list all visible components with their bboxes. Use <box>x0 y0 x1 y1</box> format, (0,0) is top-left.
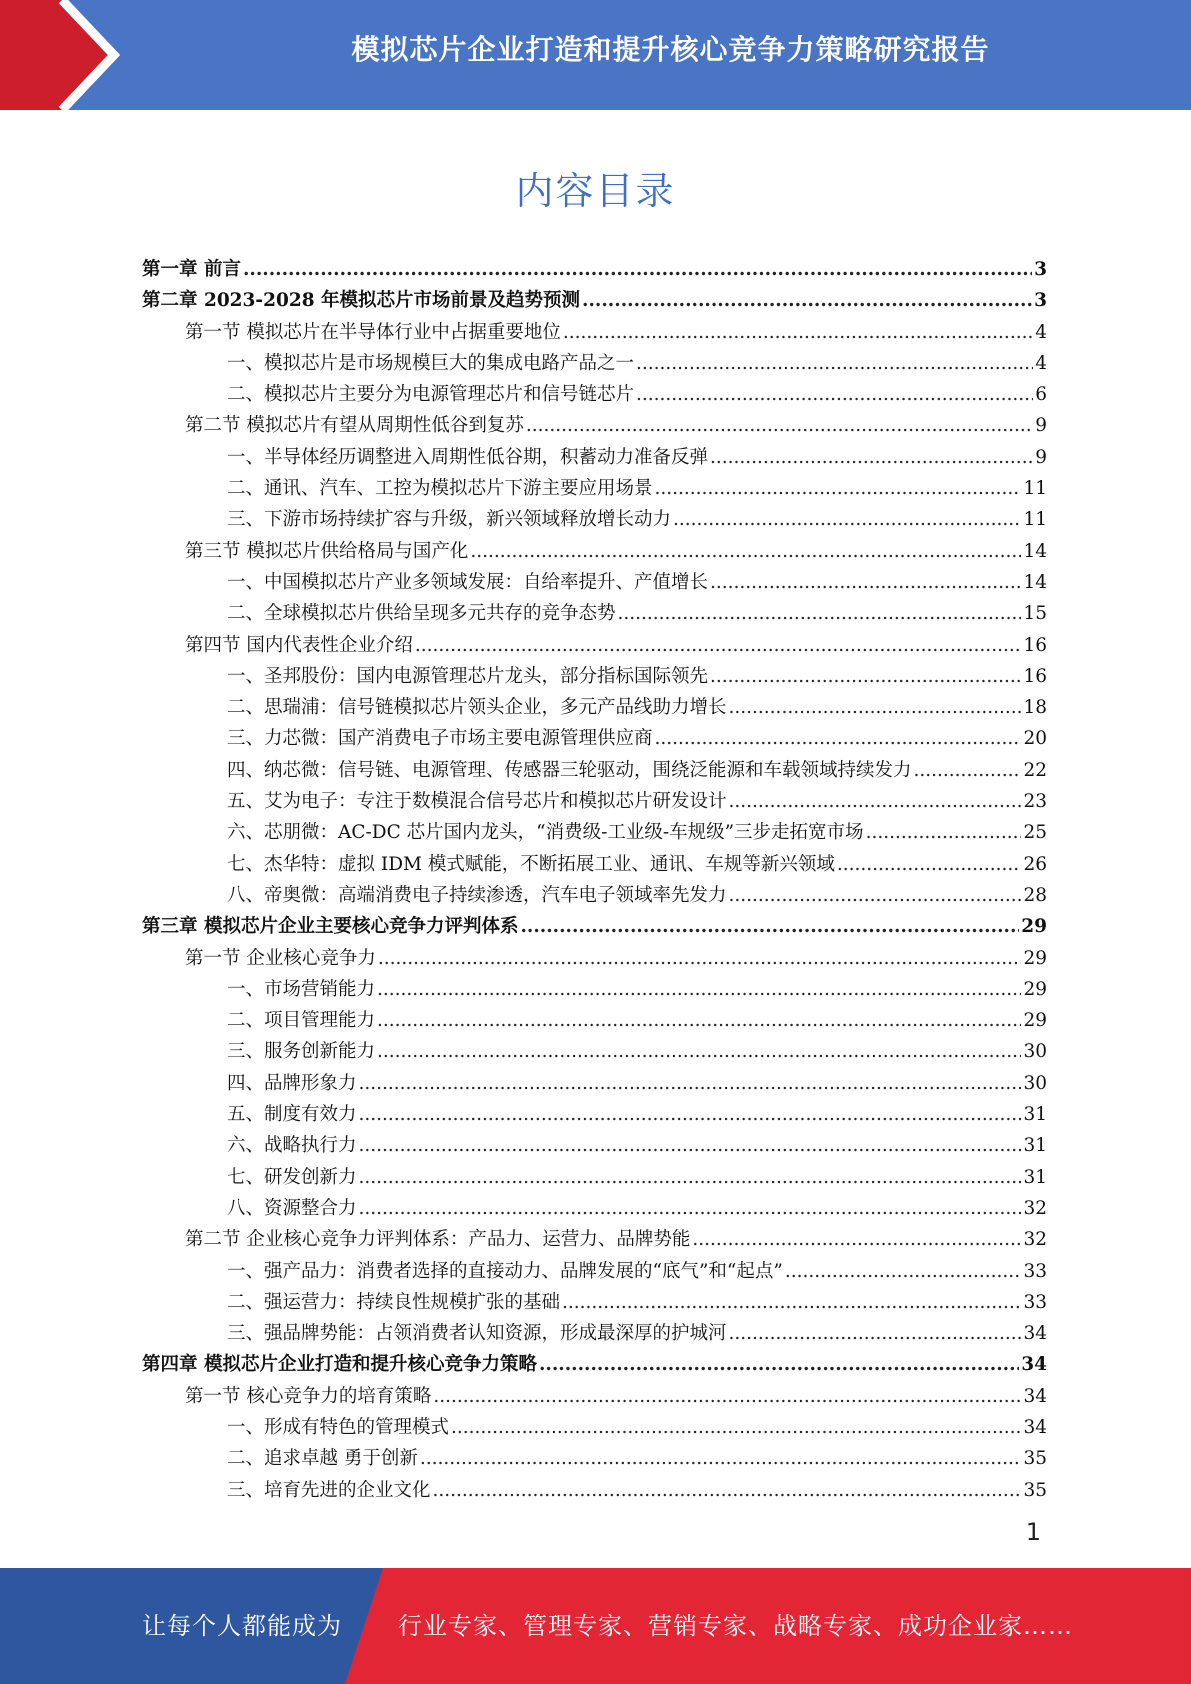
toc-entry-title: 二、模拟芯片主要分为电源管理芯片和信号链芯片 <box>227 384 635 406</box>
toc-entry-page: 20 <box>1023 728 1047 750</box>
toc-entry-title: 第四章 模拟芯片企业打造和提升核心竞争力策略 <box>142 1354 537 1376</box>
toc-entry-title: 二、追求卓越 勇于创新 <box>227 1448 418 1470</box>
toc-entry-page: 35 <box>1023 1448 1047 1470</box>
toc-entry-title: 第二章 2023-2028 年模拟芯片市场前景及趋势预测 <box>142 290 581 312</box>
toc-entry-page: 31 <box>1023 1104 1047 1126</box>
toc-entry[interactable] <box>142 1068 1047 1099</box>
toc-entry-title: 二、思瑞浦：信号链模拟芯片领头企业，多元产品线助力增长 <box>227 697 727 719</box>
toc-entry-title: 第二节 企业核心竞争力评判体系：产品力、运营力、品牌势能 <box>185 1229 691 1251</box>
toc-entry[interactable] <box>142 1193 1047 1224</box>
toc-entry-page: 29 <box>1023 947 1047 969</box>
toc-entry-title: 第一节 核心竞争力的培育策略 <box>185 1385 432 1407</box>
toc-entry-title: 二、强运营力：持续良性规模扩张的基础 <box>227 1291 561 1313</box>
toc-dot-leader <box>729 1318 1022 1349</box>
toc-dot-leader <box>378 943 1022 974</box>
toc-dot-leader <box>359 1099 1022 1130</box>
toc-dot-leader <box>710 661 1021 692</box>
toc-dot-leader <box>729 786 1022 817</box>
toc-entry[interactable] <box>142 1005 1047 1036</box>
toc-entry-page: 3 <box>1034 259 1047 280</box>
toc-entry[interactable] <box>142 974 1047 1005</box>
toc-entry[interactable] <box>142 1036 1047 1067</box>
toc-entry-title: 二、通讯、汽车、工控为模拟芯片下游主要应用场景 <box>227 478 653 500</box>
report-title: 模拟芯片企业打造和提升核心竞争力策略研究报告 <box>351 33 990 66</box>
toc-entry-page: 22 <box>1023 759 1047 781</box>
toc-entry-title: 四、纳芯微：信号链、电源管理、传感器三轮驱动，围绕泛能源和车载领域持续发力 <box>227 759 912 781</box>
toc-entry[interactable] <box>142 880 1047 911</box>
toc-entry-page: 34 <box>1023 1385 1047 1407</box>
toc-dot-leader <box>729 880 1022 911</box>
toc-entry-page: 29 <box>1023 978 1047 1000</box>
toc-entry-title: 第三章 模拟芯片企业主要核心竞争力评判体系 <box>142 916 519 938</box>
table-of-contents <box>142 254 1047 1506</box>
toc-entry-page: 15 <box>1023 603 1047 625</box>
toc-entry[interactable] <box>142 504 1047 535</box>
toc-dot-leader <box>914 755 1022 786</box>
toc-entry[interactable] <box>142 1130 1047 1161</box>
toc-entry-title: 六、战略执行力 <box>227 1135 357 1157</box>
toc-entry[interactable] <box>142 1162 1047 1193</box>
toc-entry-page: 16 <box>1023 634 1047 656</box>
toc-entry-title: 三、强品牌势能：占领消费者认知资源，形成最深厚的护城河 <box>227 1323 727 1345</box>
toc-dot-leader <box>243 254 1032 285</box>
toc-entry[interactable] <box>142 348 1047 379</box>
toc-dot-leader <box>837 849 1022 880</box>
toc-dot-leader <box>433 1381 1021 1412</box>
toc-dot-leader <box>785 1256 1022 1287</box>
header-banner <box>0 0 1191 110</box>
toc-entry[interactable] <box>142 410 1047 441</box>
toc-dot-leader <box>563 317 1033 348</box>
toc-entry-page: 4 <box>1035 321 1047 343</box>
footer-slogan-left: 让每个人都能成为 <box>142 1612 342 1640</box>
red-arrow-icon <box>0 0 150 110</box>
toc-entry-title: 第一节 企业核心竞争力 <box>185 947 376 969</box>
footer-banner <box>0 1568 1191 1684</box>
toc-entry-title: 第四节 国内代表性企业介绍 <box>185 634 413 656</box>
page-number: 1 <box>1025 1518 1041 1546</box>
toc-dot-leader <box>636 348 1033 379</box>
toc-entry[interactable] <box>142 536 1047 567</box>
toc-entry[interactable] <box>142 692 1047 723</box>
toc-entry[interactable] <box>142 911 1047 942</box>
toc-entry-page: 3 <box>1034 290 1047 312</box>
toc-entry-title: 三、培育先进的企业文化 <box>227 1479 431 1501</box>
toc-entry[interactable] <box>142 254 1047 285</box>
toc-dot-leader <box>710 567 1021 598</box>
toc-entry[interactable] <box>142 849 1047 880</box>
toc-entry[interactable] <box>142 943 1047 974</box>
toc-dot-leader <box>359 1130 1022 1161</box>
toc-entry[interactable] <box>142 817 1047 848</box>
toc-dot-leader <box>377 1005 1021 1036</box>
toc-entry-title: 第一节 模拟芯片在半导体行业中占据重要地位 <box>185 321 561 343</box>
toc-entry-title: 一、形成有特色的管理模式 <box>227 1416 450 1438</box>
toc-entry[interactable] <box>142 1349 1047 1380</box>
toc-entry-title: 五、制度有效力 <box>227 1104 357 1126</box>
toc-entry-page: 32 <box>1023 1229 1047 1251</box>
toc-dot-leader <box>359 1193 1022 1224</box>
toc-entry-page: 14 <box>1023 571 1047 593</box>
toc-entry[interactable] <box>142 598 1047 629</box>
toc-entry-title: 八、帝奥微：高端消费电子持续渗透，汽车电子领域率先发力 <box>227 884 727 906</box>
toc-entry[interactable] <box>142 317 1047 348</box>
toc-dot-leader <box>866 817 1022 848</box>
toc-entry-page: 31 <box>1023 1166 1047 1188</box>
toc-entry-page: 34 <box>1023 1416 1047 1438</box>
toc-entry-page: 31 <box>1023 1135 1047 1157</box>
toc-entry-page: 11 <box>1023 478 1047 500</box>
footer-slogan-right: 行业专家、管理专家、营销专家、战略专家、成功企业家…… <box>398 1612 1073 1640</box>
toc-entry-page: 34 <box>1023 1323 1047 1345</box>
toc-dot-leader <box>420 1443 1022 1474</box>
toc-entry-title: 三、下游市场持续扩容与升级，新兴领域释放增长动力 <box>227 509 672 531</box>
toc-dot-leader <box>539 1349 1019 1380</box>
toc-entry-page: 30 <box>1023 1041 1047 1063</box>
toc-dot-leader <box>451 1412 1021 1443</box>
toc-entry-title: 一、市场营销能力 <box>227 978 376 1000</box>
toc-entry[interactable] <box>142 1381 1047 1412</box>
toc-entry-title: 八、资源整合力 <box>227 1197 357 1219</box>
toc-entry-page: 6 <box>1035 384 1047 406</box>
toc-entry-title: 二、全球模拟芯片供给呈现多元共存的竞争态势 <box>227 603 616 625</box>
toc-entry[interactable] <box>142 661 1047 692</box>
toc-entry[interactable] <box>142 1475 1047 1506</box>
toc-entry[interactable] <box>142 473 1047 504</box>
toc-entry-title: 一、强产品力：消费者选择的直接动力、品牌发展的“底气”和“起点” <box>227 1260 783 1282</box>
toc-dot-leader <box>582 285 1032 316</box>
toc-dot-leader <box>729 692 1022 723</box>
toc-entry[interactable] <box>142 1256 1047 1287</box>
toc-dot-leader <box>673 504 1021 535</box>
toc-entry-title: 四、品牌形象力 <box>227 1072 357 1094</box>
toc-dot-leader <box>377 974 1021 1005</box>
toc-entry[interactable] <box>142 379 1047 410</box>
toc-entry-title: 一、半导体经历调整进入周期性低谷期，积蓄动力准备反弹 <box>227 446 709 468</box>
toc-entry[interactable] <box>142 1318 1047 1349</box>
toc-entry-page: 29 <box>1023 1010 1047 1032</box>
toc-dot-leader <box>359 1068 1022 1099</box>
toc-entry-title: 二、项目管理能力 <box>227 1010 376 1032</box>
toc-dot-leader <box>692 1224 1021 1255</box>
toc-entry-title: 一、圣邦股份：国内电源管理芯片龙头，部分指标国际领先 <box>227 665 709 687</box>
toc-entry-title: 五、艾为电子：专注于数模混合信号芯片和模拟芯片研发设计 <box>227 791 727 813</box>
toc-entry[interactable] <box>142 1412 1047 1443</box>
toc-entry[interactable] <box>142 630 1047 661</box>
toc-entry[interactable] <box>142 285 1047 316</box>
toc-entry-page: 25 <box>1023 822 1047 844</box>
toc-entry-page: 34 <box>1021 1354 1047 1376</box>
toc-entry[interactable] <box>142 442 1047 473</box>
toc-entry-page: 35 <box>1023 1479 1047 1501</box>
toc-entry-title: 七、研发创新力 <box>227 1166 357 1188</box>
toc-entry[interactable] <box>142 786 1047 817</box>
toc-dot-leader <box>618 598 1022 629</box>
toc-entry-title: 第一章 前言 <box>142 259 241 280</box>
toc-dot-leader <box>415 630 1022 661</box>
toc-entry-title: 第三节 模拟芯片供给格局与国产化 <box>185 540 469 562</box>
toc-entry-page: 29 <box>1021 916 1047 938</box>
toc-entry[interactable] <box>142 1099 1047 1130</box>
toc-dot-leader <box>520 911 1019 942</box>
toc-dot-leader <box>710 442 1033 473</box>
toc-dot-leader <box>526 410 1033 441</box>
toc-dot-leader <box>377 1036 1021 1067</box>
toc-entry-page: 28 <box>1023 884 1047 906</box>
toc-entry[interactable] <box>142 1287 1047 1318</box>
toc-entry-title: 一、模拟芯片是市场规模巨大的集成电路产品之一 <box>227 352 635 374</box>
toc-dot-leader <box>636 379 1033 410</box>
toc-entry-page: 33 <box>1023 1291 1047 1313</box>
toc-entry-page: 33 <box>1023 1260 1047 1282</box>
toc-dot-leader <box>655 473 1022 504</box>
toc-entry-title: 六、芯朋微：AC-DC 芯片国内龙头，“消费级-工业级-车规级”三步走拓宽市场 <box>227 822 864 844</box>
toc-dot-leader <box>433 1475 1022 1506</box>
toc-entry-page: 4 <box>1035 352 1047 374</box>
toc-entry-title: 三、力芯微：国产消费电子市场主要电源管理供应商 <box>227 728 653 750</box>
toc-entry-page: 23 <box>1023 791 1047 813</box>
toc-entry-page: 16 <box>1023 665 1047 687</box>
toc-dot-leader <box>359 1162 1022 1193</box>
toc-entry[interactable] <box>142 567 1047 598</box>
toc-entry-page: 9 <box>1035 446 1047 468</box>
toc-entry-page: 26 <box>1023 853 1047 875</box>
toc-entry-title: 七、杰华特：虚拟 IDM 模式赋能，不断拓展工业、通讯、车规等新兴领域 <box>227 853 835 875</box>
toc-entry-page: 32 <box>1023 1197 1047 1219</box>
toc-entry-page: 14 <box>1023 540 1047 562</box>
toc-entry[interactable] <box>142 723 1047 754</box>
toc-entry[interactable] <box>142 755 1047 786</box>
toc-entry-page: 9 <box>1035 415 1047 437</box>
toc-entry-title: 三、服务创新能力 <box>227 1041 376 1063</box>
toc-entry-page: 30 <box>1023 1072 1047 1094</box>
toc-dot-leader <box>562 1287 1021 1318</box>
toc-entry-title: 一、中国模拟芯片产业多领域发展：自给率提升、产值增长 <box>227 571 709 593</box>
toc-dot-leader <box>470 536 1021 567</box>
toc-heading: 内容目录 <box>515 169 676 213</box>
toc-dot-leader <box>655 723 1022 754</box>
toc-entry-page: 18 <box>1023 697 1047 719</box>
toc-entry-title: 第二节 模拟芯片有望从周期性低谷到复苏 <box>185 415 524 437</box>
toc-entry-page: 11 <box>1023 509 1047 531</box>
toc-entry[interactable] <box>142 1224 1047 1255</box>
toc-entry[interactable] <box>142 1443 1047 1474</box>
